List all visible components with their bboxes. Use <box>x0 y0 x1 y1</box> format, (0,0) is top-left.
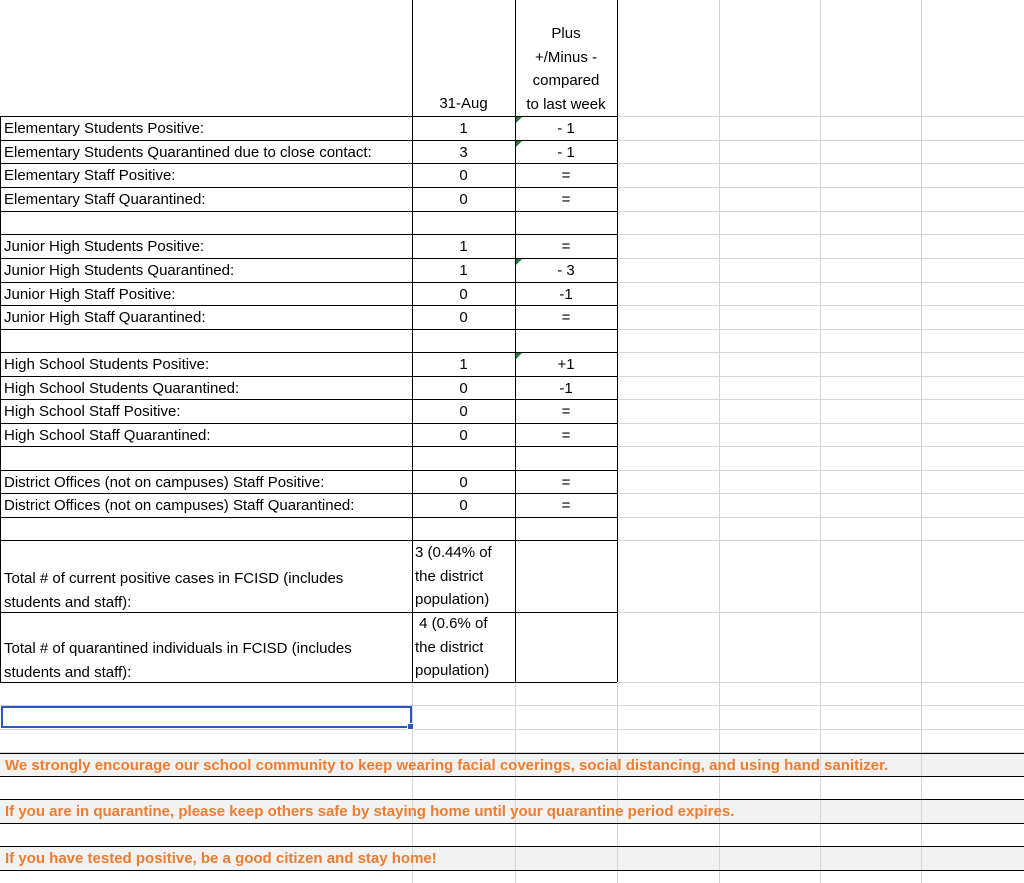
row-label[interactable]: District Offices (not on campuses) Staff Positive: <box>4 474 325 491</box>
col-gridline <box>719 0 720 883</box>
row-value[interactable]: 0 <box>459 497 468 514</box>
row-change[interactable]: = <box>561 474 571 491</box>
row-change[interactable]: = <box>561 403 571 420</box>
row-change[interactable]: +1 <box>557 356 575 373</box>
encouragement-message[interactable]: If you are in quarantine, please keep others safe by staying home until your quarantine period expires. <box>5 803 735 820</box>
change-header-line[interactable]: compared <box>532 72 600 89</box>
col-gridline <box>515 682 516 883</box>
row-value[interactable]: 1 <box>459 356 468 373</box>
row-label[interactable]: Junior High Students Quarantined: <box>4 262 235 279</box>
row-value[interactable]: 0 <box>459 474 468 491</box>
row-change[interactable]: - 1 <box>557 120 575 137</box>
comment-marker <box>516 259 522 265</box>
row-value[interactable]: 3 <box>459 144 468 161</box>
row-value[interactable]: 1 <box>459 262 468 279</box>
row-change[interactable]: = <box>561 497 571 514</box>
row-label[interactable]: High School Students Quarantined: <box>4 380 240 397</box>
row-border <box>0 517 617 518</box>
row-value[interactable]: 0 <box>459 380 468 397</box>
row-value[interactable]: 0 <box>459 403 468 420</box>
total-value[interactable]: the district <box>415 567 484 585</box>
row-change[interactable]: = <box>561 238 571 255</box>
col-border <box>617 540 618 682</box>
date-header[interactable]: 31-Aug <box>439 95 488 112</box>
total-value[interactable]: 4 (0.6% of <box>415 615 488 632</box>
row-value[interactable]: 0 <box>459 167 468 184</box>
message-row-border <box>0 823 1024 824</box>
row-border <box>0 329 617 330</box>
total-value[interactable]: population) <box>415 591 490 608</box>
col-gridline <box>921 0 922 883</box>
change-header-line[interactable]: +/Minus - <box>534 48 598 66</box>
row-gridline <box>0 729 1024 730</box>
row-label[interactable]: Junior High Students Positive: <box>4 238 205 255</box>
col-gridline <box>617 682 618 883</box>
row-value[interactable]: 1 <box>459 120 468 137</box>
row-change[interactable]: - 3 <box>557 262 575 279</box>
row-label[interactable]: Junior High Staff Quarantined: <box>4 309 206 326</box>
row-value[interactable]: 0 <box>459 427 468 444</box>
row-change[interactable]: - 1 <box>557 144 575 161</box>
row-label[interactable]: Elementary Staff Quarantined: <box>4 191 206 208</box>
row-label[interactable]: High School Staff Positive: <box>4 403 181 420</box>
col-border <box>617 0 618 540</box>
row-value[interactable]: 0 <box>459 286 468 303</box>
selected-cell[interactable] <box>1 706 412 728</box>
total-label[interactable]: students and staff): <box>4 593 132 611</box>
row-change[interactable]: -1 <box>559 286 573 303</box>
row-value[interactable]: 0 <box>459 309 468 326</box>
row-label[interactable]: Elementary Students Quarantined due to close contact: <box>4 144 372 161</box>
row-label[interactable]: Elementary Staff Positive: <box>4 167 176 184</box>
row-change[interactable]: = <box>561 309 571 326</box>
row-change[interactable]: = <box>561 191 571 208</box>
row-value[interactable]: 0 <box>459 191 468 208</box>
encouragement-message[interactable]: If you have tested positive, be a good citizen and stay home! <box>5 850 437 867</box>
change-header-line[interactable]: to last week <box>526 95 606 113</box>
row-change[interactable]: = <box>561 167 571 184</box>
col-gridline <box>820 0 821 883</box>
row-change[interactable]: -1 <box>559 380 573 397</box>
comment-marker <box>516 117 522 123</box>
change-header-line[interactable]: Plus <box>551 25 581 42</box>
row-change[interactable]: = <box>561 427 571 444</box>
total-label[interactable]: Total # of current positive cases in FCISD (includes <box>4 570 344 587</box>
fill-handle[interactable] <box>407 723 414 730</box>
total-value[interactable]: the district <box>415 638 484 656</box>
total-value[interactable]: 3 (0.44% of <box>415 544 492 561</box>
total-label[interactable]: students and staff): <box>4 663 132 681</box>
comment-marker <box>516 141 522 147</box>
row-border <box>0 540 617 541</box>
encouragement-message[interactable]: We strongly encourage our school community to keep wearing facial coverings, social distancing, and using hand sanitizer. <box>5 757 889 774</box>
total-label[interactable]: Total # of quarantined individuals in FCISD (includes <box>4 640 352 657</box>
row-label[interactable]: District Offices (not on campuses) Staff Quarantined: <box>4 497 355 514</box>
comment-marker <box>516 353 522 359</box>
row-label[interactable]: High School Staff Quarantined: <box>4 427 211 444</box>
row-label[interactable]: Junior High Staff Positive: <box>4 286 176 303</box>
message-row-border <box>0 870 1024 871</box>
row-label[interactable]: Elementary Students Positive: <box>4 120 205 137</box>
total-value[interactable]: population) <box>415 662 490 679</box>
row-label[interactable]: High School Students Positive: <box>4 356 210 373</box>
row-border <box>0 211 617 212</box>
row-value[interactable]: 1 <box>459 238 468 255</box>
